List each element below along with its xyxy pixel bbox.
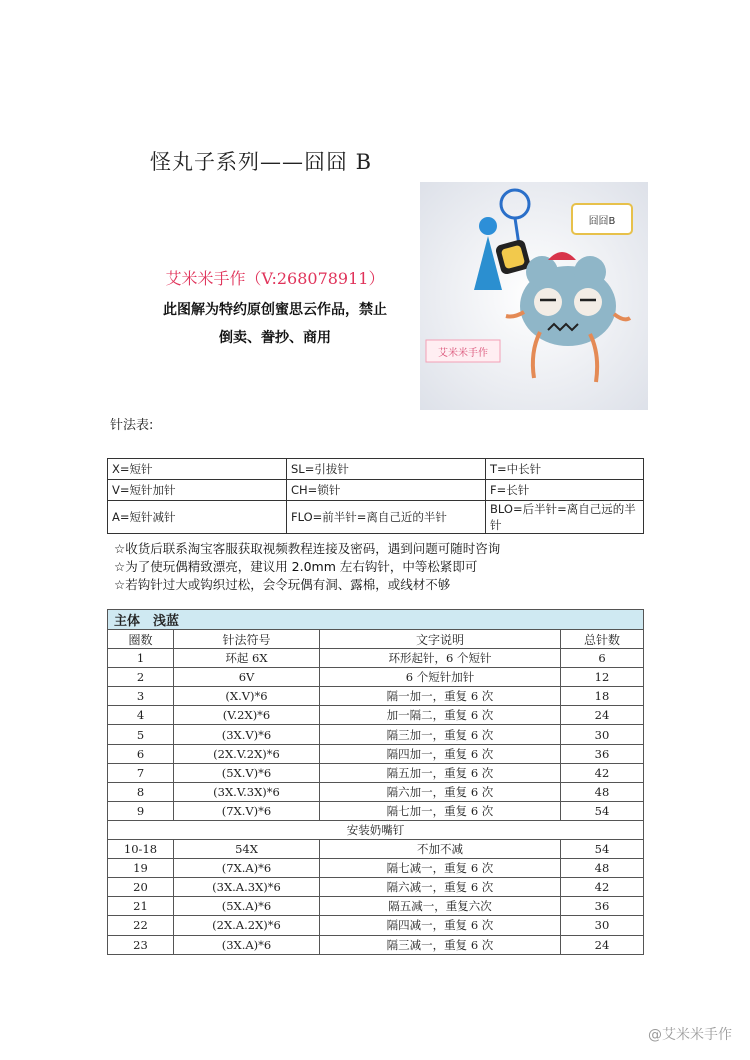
legend-row: [108, 501, 644, 534]
table-row: [108, 744, 644, 763]
table-cell: 36: [561, 744, 644, 763]
table-header-row: [108, 630, 644, 649]
table-cell: 隔六减一，重复 6 次: [320, 878, 561, 897]
section-header: 主体 浅蓝: [108, 610, 644, 630]
table-row: [108, 916, 644, 935]
table-cell: 19: [108, 859, 174, 878]
table-cell: 隔五减一，重复六次: [320, 897, 561, 916]
notice-line-1: 此图解为特约原创蜜思云作品，禁止: [163, 302, 387, 318]
notice-line-2: 倒卖、誊抄、商用: [219, 330, 331, 346]
tip-item: ☆若钩针过大或钩织过松，会令玩偶有洞、露棉，或线材不够: [114, 577, 451, 592]
table-cell: 42: [561, 878, 644, 897]
table-cell: (V.2X)*6: [174, 706, 320, 725]
table-cell: (X.V)*6: [174, 687, 320, 706]
table-row: [108, 878, 644, 897]
table-cell: 8: [108, 782, 174, 801]
table-cell: (2X.A.2X)*6: [174, 916, 320, 935]
table-cell: 隔一加一，重复 6 次: [320, 687, 561, 706]
table-cell: (5X.A)*6: [174, 897, 320, 916]
table-cell: 10-18: [108, 840, 174, 859]
table-cell: (3X.A.3X)*6: [174, 878, 320, 897]
note-row: [108, 820, 644, 839]
table-cell: 54: [561, 840, 644, 859]
legend-cell: CH=锁针: [287, 480, 486, 501]
body-pattern-table: [107, 609, 644, 955]
table-cell: 1: [108, 649, 174, 668]
table-cell: 隔三减一，重复 6 次: [320, 935, 561, 954]
table-cell: (3X.V.3X)*6: [174, 782, 320, 801]
table-row: [108, 897, 644, 916]
table-cell: 3: [108, 687, 174, 706]
table-cell: 隔七减一，重复 6 次: [320, 859, 561, 878]
table-cell: 隔七加一，重复 6 次: [320, 801, 561, 820]
legend-cell: A=短针减针: [108, 501, 287, 534]
table-cell: 6V: [174, 668, 320, 687]
table-cell: 54: [561, 801, 644, 820]
table-cell: 21: [108, 897, 174, 916]
table-cell: 7: [108, 763, 174, 782]
brand-label: 艾米米手作: [438, 348, 488, 359]
table-cell: 5: [108, 725, 174, 744]
table-cell: (5X.V)*6: [174, 763, 320, 782]
table-cell: (3X.A)*6: [174, 935, 320, 954]
table-cell: 环起 6X: [174, 649, 320, 668]
stitch-legend-table: [107, 458, 644, 534]
table-row: [108, 859, 644, 878]
table-cell: (2X.V.2X)*6: [174, 744, 320, 763]
table-cell: 6: [561, 649, 644, 668]
table-cell: 环形起针，6 个短针: [320, 649, 561, 668]
table-cell: 6: [108, 744, 174, 763]
table-row: [108, 687, 644, 706]
table-cell: 22: [108, 916, 174, 935]
table-cell: 不加不减: [320, 840, 561, 859]
tips-list: [114, 540, 500, 594]
legend-cell: V=短针加针: [108, 480, 287, 501]
tip-item: ☆为了使玩偶精致漂亮，建议用 2.0mm 左右钩针，中等松紧即可: [114, 559, 478, 574]
legend-cell: FLO=前半针=离自己近的半针: [287, 501, 486, 534]
table-cell: 隔四减一，重复 6 次: [320, 916, 561, 935]
product-photo: [420, 182, 648, 410]
watermark: @艾米米手作: [648, 1027, 732, 1043]
table-cell: 48: [561, 859, 644, 878]
author-credit: 艾米米手作（V:268078911）: [165, 269, 385, 288]
header-cell: 总针数: [561, 630, 644, 649]
table-row: [108, 649, 644, 668]
table-cell: 24: [561, 706, 644, 725]
table-cell: 4: [108, 706, 174, 725]
legend-cell: T=中长针: [486, 459, 644, 480]
table-cell: 6 个短针加针: [320, 668, 561, 687]
table-cell: 加一隔二，重复 6 次: [320, 706, 561, 725]
table-cell: (7X.A)*6: [174, 859, 320, 878]
tag-label: 囧囧B: [588, 216, 616, 227]
table-cell: 30: [561, 725, 644, 744]
table-row: [108, 782, 644, 801]
legend-title: 针法表:: [110, 418, 154, 433]
table-cell: 隔六加一，重复 6 次: [320, 782, 561, 801]
table-cell: 20: [108, 878, 174, 897]
table-cell: 54X: [174, 840, 320, 859]
table-row: [108, 840, 644, 859]
table-cell: 隔四加一，重复 6 次: [320, 744, 561, 763]
table-cell: 42: [561, 763, 644, 782]
header-cell: 文字说明: [320, 630, 561, 649]
header-cell: 圈数: [108, 630, 174, 649]
legend-cell: F=长针: [486, 480, 644, 501]
table-cell: 9: [108, 801, 174, 820]
table-cell: 18: [561, 687, 644, 706]
copyright-notice: [140, 296, 410, 352]
rows-group-b: [108, 840, 644, 955]
table-cell: 隔五加一，重复 6 次: [320, 763, 561, 782]
legend-row: [108, 459, 644, 480]
table-cell: (7X.V)*6: [174, 801, 320, 820]
page-title: 怪丸子系列——囧囧 B: [150, 150, 373, 174]
table-cell: 48: [561, 782, 644, 801]
table-cell: 30: [561, 916, 644, 935]
table-cell: (3X.V)*6: [174, 725, 320, 744]
legend-row: [108, 480, 644, 501]
table-cell: 隔三加一，重复 6 次: [320, 725, 561, 744]
table-cell: 36: [561, 897, 644, 916]
rows-group-a: [108, 649, 644, 821]
table-row: [108, 763, 644, 782]
table-cell: 12: [561, 668, 644, 687]
legend-cell: X=短针: [108, 459, 287, 480]
header-cell: 针法符号: [174, 630, 320, 649]
legend-cell: BLO=后半针=离自己远的半针: [486, 501, 644, 534]
table-row: [108, 935, 644, 954]
legend-cell: SL=引拔针: [287, 459, 486, 480]
table-row: [108, 668, 644, 687]
note-cell: 安装奶嘴钉: [108, 820, 644, 839]
table-row: [108, 706, 644, 725]
table-row: [108, 725, 644, 744]
table-cell: 24: [561, 935, 644, 954]
table-cell: 2: [108, 668, 174, 687]
table-cell: 23: [108, 935, 174, 954]
tip-item: ☆收货后联系淘宝客服获取视频教程连接及密码，遇到问题可随时咨询: [114, 541, 501, 556]
table-row: [108, 801, 644, 820]
